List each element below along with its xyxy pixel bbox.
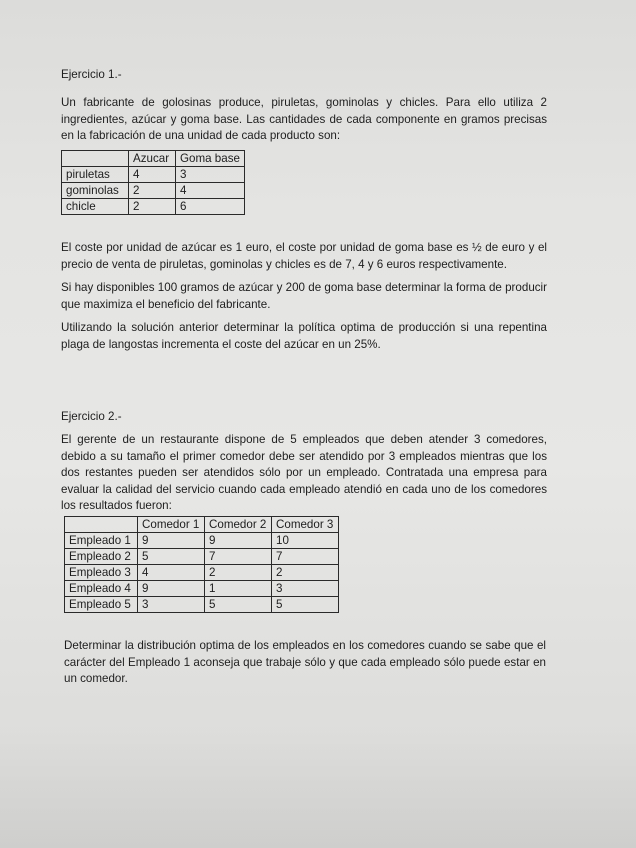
table-cell: 3 — [272, 581, 339, 597]
table-cell: Empleado 1 — [65, 533, 138, 549]
table-cell: 4 — [176, 183, 245, 199]
table-header-cell — [65, 517, 138, 533]
exercise-1-intro: Un fabricante de golosinas produce, piruletas, gominolas y chicles. Para ello utiliza 2 ingredientes, azúcar y goma base. Las cantidades de cada componente en gramos precisas en la fabricación de una unidad de cada producto son: — [61, 96, 547, 142]
table-header-cell: Goma base — [176, 151, 245, 167]
exercise-2-intro: El gerente de un restaurante dispone de 5 empleados que deben atender 3 comedores, debido a su tamaño el primer comedor debe ser atendido por 3 empleados mientras que los dos restantes pueden ser atendidos sólo por un empleado. Contratada una empresa para evaluar la calidad del servicio cuando cada empleado atendió en cada uno de los comedores los resultados fueron: — [61, 433, 547, 512]
table-cell: 4 — [138, 565, 205, 581]
table-cell: 4 — [129, 167, 176, 183]
table-cell: 5 — [138, 549, 205, 565]
table-cell: 2 — [272, 565, 339, 581]
table-row — [65, 597, 339, 613]
table-header-cell: Azucar — [129, 151, 176, 167]
table-cell: 7 — [272, 549, 339, 565]
table-header-row — [62, 151, 245, 167]
table-cell: 10 — [272, 533, 339, 549]
table-cell: Empleado 2 — [65, 549, 138, 565]
table-cell: 9 — [138, 581, 205, 597]
table-cell: 7 — [205, 549, 272, 565]
table-row — [65, 565, 339, 581]
table-cell: 3 — [176, 167, 245, 183]
table-cell: Empleado 3 — [65, 565, 138, 581]
table-row — [62, 183, 245, 199]
table-header-cell: Comedor 1 — [138, 517, 205, 533]
table-cell: piruletas — [62, 167, 129, 183]
table-cell: 9 — [205, 533, 272, 549]
table-header-cell — [62, 151, 129, 167]
table-cell: 3 — [138, 597, 205, 613]
table-cell: gominolas — [62, 183, 129, 199]
exercise-1-paragraph-1: El coste por unidad de azúcar es 1 euro, el coste por unidad de goma base es ½ de euro y el precio de venta de piruletas, gominolas y chicles es de 7, 4 y 6 euros respectivamente. — [61, 241, 547, 271]
exercise-2-table — [64, 516, 339, 613]
table-row — [62, 167, 245, 183]
exercise-2-paragraph-1: Determinar la distribución optima de los empleados en los comedores cuando se sabe que el carácter del Empleado 1 aconseja que trabaje sólo y que cada empleado sólo puede estar en un comedor. — [64, 639, 546, 685]
table-cell: 6 — [176, 199, 245, 215]
exercise-1-table — [61, 150, 245, 215]
table-header-cell: Comedor 2 — [205, 517, 272, 533]
table-cell: 2 — [129, 199, 176, 215]
table-row — [65, 581, 339, 597]
exercise-2-title: Ejercicio 2.- — [61, 410, 122, 423]
table-cell: chicle — [62, 199, 129, 215]
table-row — [65, 549, 339, 565]
table-cell: 9 — [138, 533, 205, 549]
exercise-1-title: Ejercicio 1.- — [61, 68, 122, 81]
table-cell: 5 — [272, 597, 339, 613]
table-cell: 1 — [205, 581, 272, 597]
table-header-row — [65, 517, 339, 533]
table-cell: Empleado 5 — [65, 597, 138, 613]
exercise-1-paragraph-3: Utilizando la solución anterior determinar la política optima de producción si una repentina plaga de langostas incrementa el coste del azúcar en un 25%. — [61, 321, 547, 351]
page-shadow — [0, 728, 636, 848]
table-cell: 2 — [205, 565, 272, 581]
table-header-cell: Comedor 3 — [272, 517, 339, 533]
table-cell: Empleado 4 — [65, 581, 138, 597]
table-cell: 2 — [129, 183, 176, 199]
table-cell: 5 — [205, 597, 272, 613]
table-row — [65, 533, 339, 549]
exercise-1-paragraph-2: Si hay disponibles 100 gramos de azúcar y 200 de goma base determinar la forma de producir que maximiza el beneficio del fabricante. — [61, 281, 547, 311]
table-row — [62, 199, 245, 215]
